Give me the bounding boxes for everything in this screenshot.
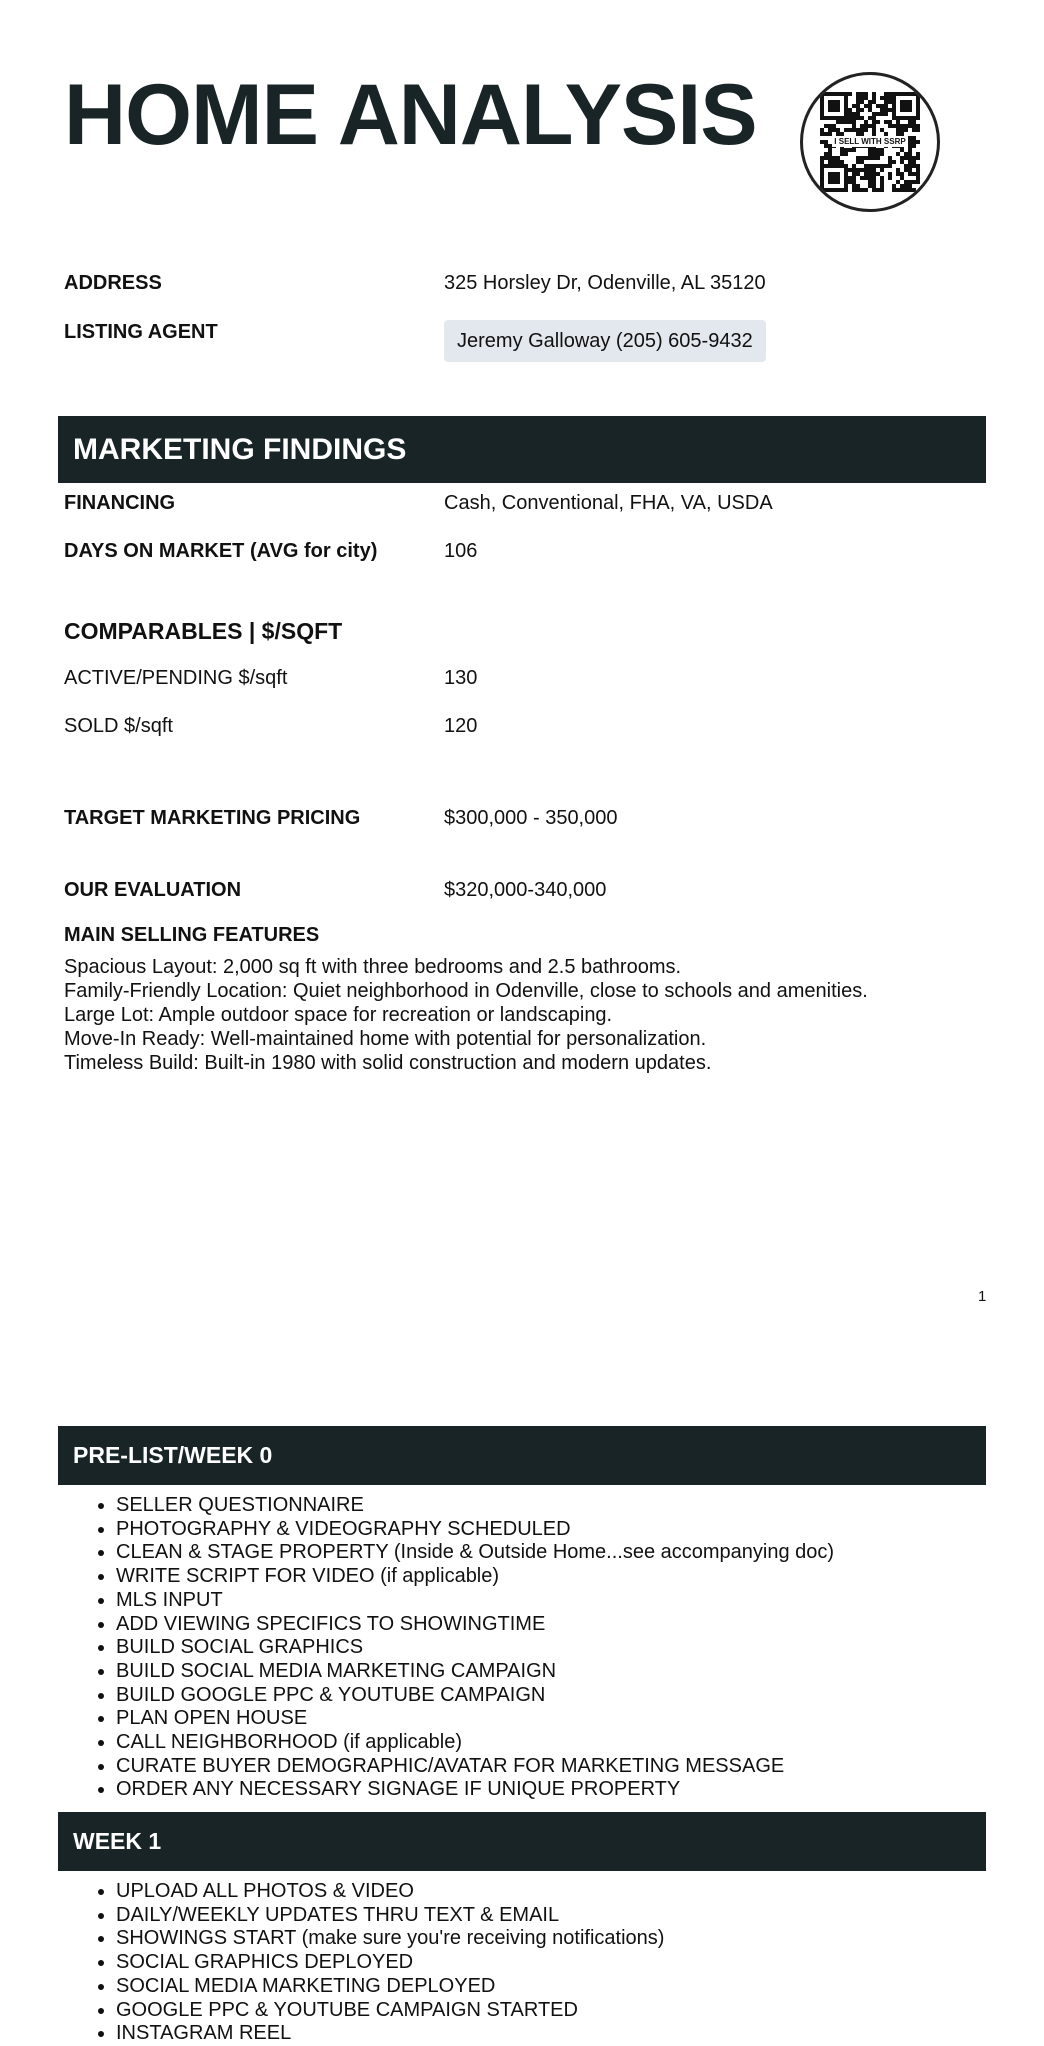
qr-caption: I SELL WITH SSRP [834, 137, 906, 146]
checklist-item: • BUILD GOOGLE PPC & YOUTUBE CAMPAIGN [116, 1684, 964, 1708]
selling-features-list [64, 955, 868, 1075]
checklist-item: • CLEAN & STAGE PROPERTY (Inside & Outside Home...see accompanying doc) [116, 1541, 964, 1565]
page-title: HOME ANALYSIS [64, 67, 757, 163]
selling-feature-item: Large Lot: Ample outdoor space for recreation or landscaping. [64, 1004, 613, 1026]
checklist-item: • WRITE SCRIPT FOR VIDEO (if applicable) [116, 1565, 964, 1589]
week1-heading: WEEK 1 [58, 1812, 986, 1871]
active-pending-value: 130 [444, 667, 478, 689]
evaluation-label: OUR EVALUATION [64, 879, 242, 901]
checklist-item: • ADD VIEWING SPECIFICS TO SHOWINGTIME [116, 1613, 964, 1637]
checklist-item: • SOCIAL GRAPHICS DEPLOYED [116, 1951, 964, 1975]
address-value: 325 Horsley Dr, Odenville, AL 35120 [444, 272, 766, 294]
page-number: 1 [978, 1288, 987, 1305]
financing-label: FINANCING [64, 492, 176, 514]
checklist-item: • GOOGLE PPC & YOUTUBE CAMPAIGN STARTED [116, 1999, 964, 2023]
target-pricing-label: TARGET MARKETING PRICING [64, 807, 361, 829]
selling-features-heading: MAIN SELLING FEATURES [64, 924, 320, 946]
target-pricing-value: $300,000 - 350,000 [444, 807, 618, 829]
checklist-item: • SHOWINGS START (make sure you're receiving notifications) [116, 1927, 964, 1951]
marketing-findings-heading: MARKETING FINDINGS [58, 416, 986, 483]
checklist-item: • SOCIAL MEDIA MARKETING DEPLOYED [116, 1975, 964, 1999]
days-on-market-value: 106 [444, 540, 478, 562]
checklist-item: • MLS INPUT [116, 1589, 964, 1613]
selling-feature-item: Family-Friendly Location: Quiet neighborhood in Odenville, close to schools and amenities. [64, 980, 868, 1002]
selling-feature-item: Move-In Ready: Well-maintained home with potential for personalization. [64, 1028, 707, 1050]
checklist-item: • DAILY/WEEKLY UPDATES THRU TEXT & EMAIL [116, 1904, 964, 1928]
evaluation-value: $320,000-340,000 [444, 879, 607, 901]
checklist-item: • PHOTOGRAPHY & VIDEOGRAPHY SCHEDULED [116, 1518, 964, 1542]
active-pending-label: ACTIVE/PENDING $/sqft [64, 667, 288, 689]
week1-checklist [64, 1880, 964, 2046]
days-on-market-label: DAYS ON MARKET (AVG for city) [64, 540, 378, 562]
checklist-item: • BUILD SOCIAL MEDIA MARKETING CAMPAIGN [116, 1660, 964, 1684]
listing-agent-chip[interactable]: Jeremy Galloway (205) 605-9432 [444, 320, 766, 362]
sold-value: 120 [444, 715, 478, 737]
qr-code[interactable] [800, 72, 940, 212]
prelist-heading: PRE-LIST/WEEK 0 [58, 1426, 986, 1485]
financing-value: Cash, Conventional, FHA, VA, USDA [444, 492, 773, 514]
checklist-item: • PLAN OPEN HOUSE [116, 1707, 964, 1731]
checklist-item: • ORDER ANY NECESSARY SIGNAGE IF UNIQUE PROPERTY [116, 1778, 964, 1802]
checklist-item: • CURATE BUYER DEMOGRAPHIC/AVATAR FOR MARKETING MESSAGE [116, 1755, 964, 1779]
checklist-item: • CALL NEIGHBORHOOD (if applicable) [116, 1731, 964, 1755]
address-label: ADDRESS [64, 272, 162, 294]
checklist-item: • SELLER QUESTIONNAIRE [116, 1494, 964, 1518]
checklist-item: • UPLOAD ALL PHOTOS & VIDEO [116, 1880, 964, 1904]
listing-agent-label: LISTING AGENT [64, 321, 218, 343]
sold-label: SOLD $/sqft [64, 715, 173, 737]
checklist-item: • BUILD SOCIAL GRAPHICS [116, 1636, 964, 1660]
checklist-item: • INSTAGRAM REEL [116, 2022, 964, 2046]
prelist-checklist [64, 1494, 964, 1802]
qr-code-pattern [803, 75, 937, 209]
selling-feature-item: Spacious Layout: 2,000 sq ft with three bedrooms and 2.5 bathrooms. [64, 956, 682, 978]
comparables-heading: COMPARABLES | $/SQFT [64, 618, 343, 644]
selling-feature-item: Timeless Build: Built-in 1980 with solid construction and modern updates. [64, 1052, 712, 1074]
